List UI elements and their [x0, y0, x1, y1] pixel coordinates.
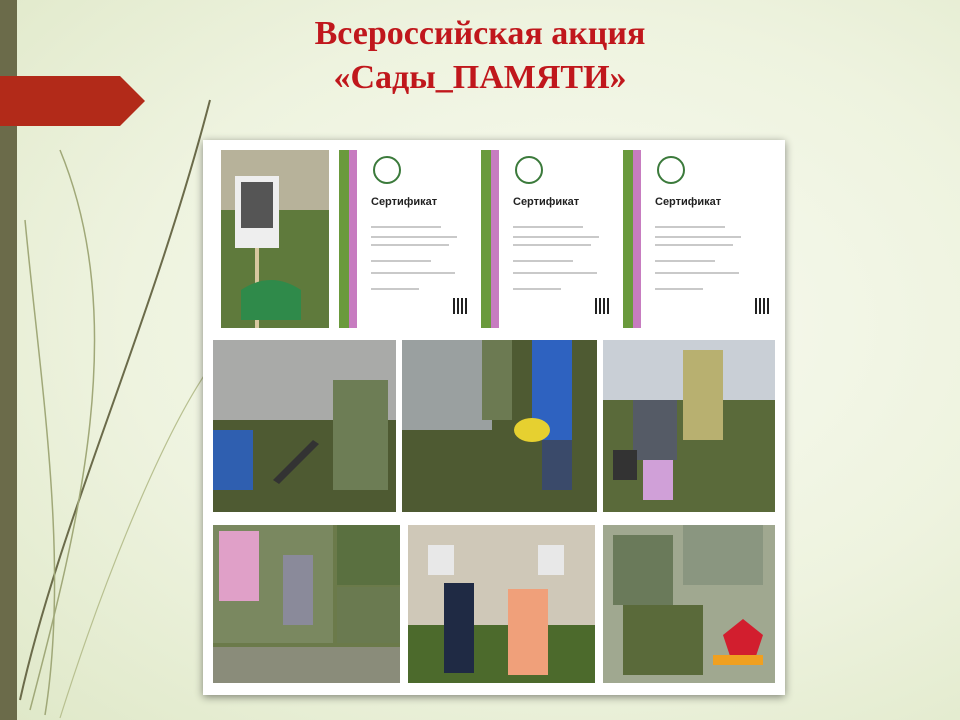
sad-pamyati-logo [657, 156, 685, 184]
certificate-heading: Сертификат [655, 196, 722, 208]
saplings-collage-with-ribbon [603, 525, 775, 683]
memorial-portrait-photo [221, 150, 329, 328]
planting-photo-3 [603, 340, 775, 512]
qr-code [755, 298, 771, 314]
certificate-heading: Сертификат [513, 196, 580, 208]
qr-code [453, 298, 469, 314]
children-planting-collage [213, 525, 400, 683]
sad-pamyati-logo [515, 156, 543, 184]
group-by-building-photo [408, 525, 595, 683]
certificate-3 [623, 150, 783, 328]
photo-collage [203, 140, 785, 695]
planting-photo-2 [402, 340, 597, 512]
sad-pamyati-logo [373, 156, 401, 184]
certificate-heading: Сертификат [371, 196, 438, 208]
slide-title [180, 12, 780, 100]
title-line-2: «Сады_ПАМЯТИ» [333, 59, 627, 96]
certificate-1 [339, 150, 481, 328]
certificate-2 [481, 150, 623, 328]
title-line-1: Всероссийская акция [314, 15, 646, 52]
planting-photo-1 [213, 340, 396, 512]
red-arrow-tab [0, 76, 145, 126]
qr-code [595, 298, 611, 314]
